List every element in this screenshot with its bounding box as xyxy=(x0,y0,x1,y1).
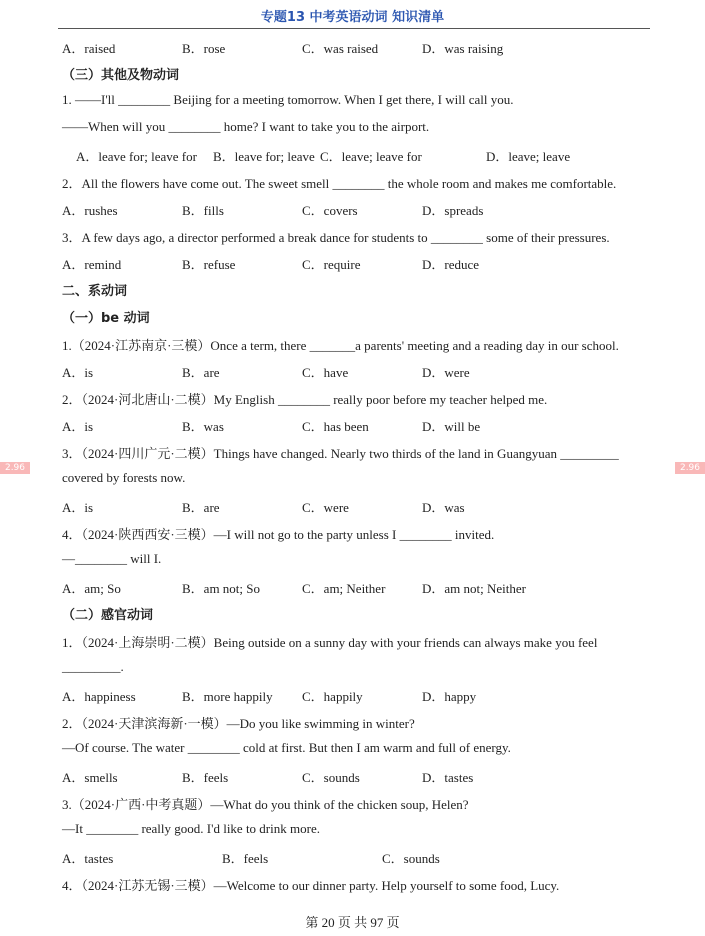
section-heading: （一）be 动词 xyxy=(62,311,150,326)
question-text: 3.（2024·广西·中考真题）—What do you think of the chicken soup, Helen? xyxy=(62,797,469,812)
option: A．rushes xyxy=(62,203,118,218)
option: C．were xyxy=(302,500,349,515)
header-rule xyxy=(58,28,650,29)
page-footer: 第 20 页 共 97 页 xyxy=(305,915,400,930)
option: B．more happily xyxy=(182,689,273,704)
option: C．sounds xyxy=(302,770,360,785)
option: C．was raised xyxy=(302,41,379,56)
question-text: 4．（2024·陕西西安·三模）—I will not go to the party unless I ________ invited. xyxy=(62,527,495,542)
option: B．am not; So xyxy=(182,581,261,596)
question-text: 2．（2024·天津滨海新·一模）—Do you like swimming in winter? xyxy=(62,716,415,731)
option: C．has been xyxy=(302,419,369,434)
option: B．leave for; leave xyxy=(213,149,315,164)
option: D．leave; leave xyxy=(486,149,571,164)
page-header-title: 专题13 中考英语动词 知识清单 xyxy=(260,10,445,25)
option: D．will be xyxy=(422,419,481,434)
question-text: ——When will you ________ home? I want to take you to the airport. xyxy=(62,119,430,134)
option: D．happy xyxy=(422,689,477,704)
option: A．happiness xyxy=(62,689,136,704)
option: A．leave for; leave for xyxy=(76,149,197,164)
option: B．feels xyxy=(182,770,229,785)
option: C．sounds xyxy=(382,851,440,866)
option: B．are xyxy=(182,365,220,380)
option: B．refuse xyxy=(182,257,236,272)
question-text: 4．（2024·江苏无锡·三模）—Welcome to our dinner party. Help yourself to some food, Lucy. xyxy=(62,878,560,893)
margin-marker-right: 2.96 xyxy=(675,462,705,474)
option: A．raised xyxy=(62,41,116,56)
option: A．tastes xyxy=(62,851,114,866)
option: C．covers xyxy=(302,203,358,218)
question-text: 1．（2024·上海崇明·二模）Being outside on a sunny day with your friends can always make you feel xyxy=(62,635,598,650)
option: B．feels xyxy=(222,851,269,866)
option: B．fills xyxy=(182,203,224,218)
option: D．tastes xyxy=(422,770,474,785)
option: A．smells xyxy=(62,770,118,785)
option: A．am; So xyxy=(62,581,121,596)
option: A．remind xyxy=(62,257,122,272)
question-text: 2．（2024·河北唐山·二模）My English ________ really poor before my teacher helped me. xyxy=(62,392,548,407)
option: A．is xyxy=(62,365,94,380)
option: C．require xyxy=(302,257,361,272)
option: C．am; Neither xyxy=(302,581,386,596)
option: C．have xyxy=(302,365,349,380)
option: A．is xyxy=(62,500,94,515)
section-heading: （三）其他及物动词 xyxy=(62,68,180,83)
option: D．spreads xyxy=(422,203,484,218)
question-text: covered by forests now. xyxy=(62,470,186,485)
margin-marker-left: 2.96 xyxy=(0,462,30,474)
option: D．am not; Neither xyxy=(422,581,526,596)
option: B．was xyxy=(182,419,224,434)
question-text: 3．（2024·四川广元·二模）Things have changed. Nearly two thirds of the land in Guangyuan _________ xyxy=(62,446,619,461)
option: D．was raising xyxy=(422,41,504,56)
option: B．are xyxy=(182,500,220,515)
question-text: 2．All the flowers have come out. The sweet smell ________ the whole room and makes me comfortable. xyxy=(62,176,617,191)
option: D．were xyxy=(422,365,470,380)
question-text: 1. ——I'll ________ Beijing for a meeting tomorrow. When I get there, I will call you. xyxy=(62,92,514,107)
question-text: —________ will I. xyxy=(62,551,162,566)
option: D．was xyxy=(422,500,465,515)
question-text: —Of course. The water ________ cold at first. But then I am warm and full of energy. xyxy=(62,740,511,755)
question-text: 1.（2024·江苏南京·三模）Once a term, there _______a parents' meeting and a reading day in our school. xyxy=(62,338,619,353)
option: B．rose xyxy=(182,41,226,56)
section-heading: 二、系动词 xyxy=(62,284,128,299)
option: D．reduce xyxy=(422,257,480,272)
option: C．leave; leave for xyxy=(320,149,422,164)
section-heading: （二）感官动词 xyxy=(62,608,154,623)
question-text: 3．A few days ago, a director performed a break dance for students to ________ some of their pressures. xyxy=(62,230,610,245)
question-text: —It ________ really good. I'd like to drink more. xyxy=(62,821,320,836)
question-text: _________. xyxy=(62,659,124,674)
option: C．happily xyxy=(302,689,363,704)
option: A．is xyxy=(62,419,94,434)
